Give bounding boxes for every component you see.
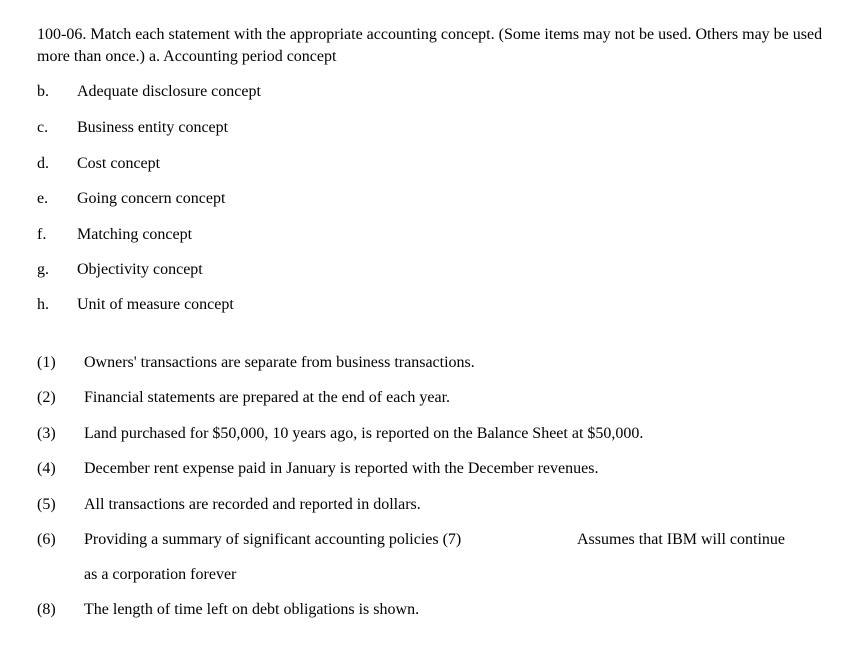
statement-text: All transactions are recorded and reported in dollars. bbox=[84, 496, 421, 513]
statement-7-continuation: as a corporation forever bbox=[84, 566, 237, 583]
concept-label: Going concern concept bbox=[77, 190, 226, 207]
concept-label: Adequate disclosure concept bbox=[77, 83, 261, 100]
statement-number: (2) bbox=[37, 389, 56, 406]
statement-text: The length of time left on debt obligations is shown. bbox=[84, 601, 420, 618]
statement-number: (8) bbox=[37, 601, 56, 618]
statement-7-text: Assumes that IBM will continue bbox=[577, 531, 785, 548]
statement-number: (1) bbox=[37, 354, 56, 371]
concept-letter: e. bbox=[37, 190, 49, 207]
statement-text: Financial statements are prepared at the end of each year. bbox=[84, 389, 451, 406]
concept-letter: h. bbox=[37, 296, 49, 313]
statement-text: Providing a summary of significant accounting policies (7) bbox=[84, 531, 462, 548]
statement-number: (6) bbox=[37, 531, 56, 548]
concept-label: Business entity concept bbox=[77, 119, 229, 136]
statement-text: Land purchased for $50,000, 10 years ago, is reported on the Balance Sheet at $50,000. bbox=[84, 425, 644, 442]
concept-letter: d. bbox=[37, 155, 49, 172]
concept-letter: f. bbox=[37, 226, 47, 243]
concept-label: Unit of measure concept bbox=[77, 296, 234, 313]
statement-text: December rent expense paid in January is reported with the December revenues. bbox=[84, 460, 599, 477]
concept-letter: g. bbox=[37, 261, 49, 278]
statement-text: Owners' transactions are separate from business transactions. bbox=[84, 354, 475, 371]
concept-letter: b. bbox=[37, 83, 49, 100]
concept-letter: c. bbox=[37, 119, 49, 136]
concept-label: Cost concept bbox=[77, 155, 161, 172]
concept-label: Matching concept bbox=[77, 226, 193, 243]
statement-number: (5) bbox=[37, 496, 56, 513]
concept-label: Objectivity concept bbox=[77, 261, 203, 278]
statement-number: (3) bbox=[37, 425, 56, 442]
statement-number: (4) bbox=[37, 460, 56, 477]
question-intro: 100-06. Match each statement with the appropriate accounting concept. (Some items may not be used. Others may be used more than once.) a. Accounting period concept bbox=[37, 26, 823, 65]
